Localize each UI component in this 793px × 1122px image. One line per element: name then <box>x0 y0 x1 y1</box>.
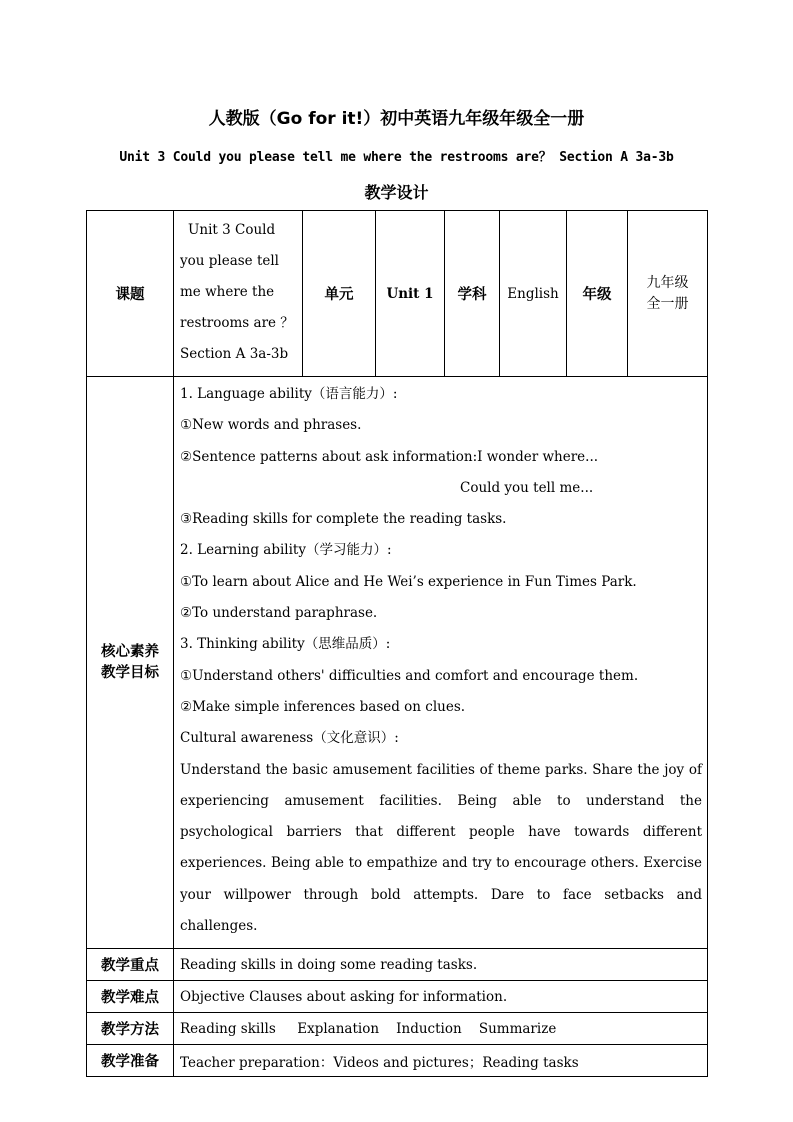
lesson-plan-table <box>86 210 708 1077</box>
goals-content <box>174 377 708 949</box>
grade-label: 年级 <box>567 211 628 377</box>
goals-label <box>87 377 174 949</box>
row-label: 教学准备 <box>87 1045 174 1077</box>
topic-value <box>174 211 303 377</box>
goal-line: ①New words and phrases. <box>180 417 362 434</box>
goals-label-line: 核心素养 <box>101 643 159 660</box>
goal-line: ②To understand paraphrase. <box>180 605 378 622</box>
goal-line: ②Sentence patterns about ask information:I wonder where... <box>180 448 599 465</box>
unit-value: Unit 1 <box>376 211 445 377</box>
grade-value-line: 九年级 <box>646 274 689 291</box>
key-points-row <box>87 949 708 981</box>
teaching-design-heading: 教学设计 <box>364 183 429 202</box>
subject-value: English <box>500 211 567 377</box>
methods-row <box>87 1013 708 1045</box>
goal-line: ①Understand others' difficulties and comfort and encourage them. <box>180 667 639 684</box>
topic-line: you please tell <box>180 253 279 269</box>
topic-line: Section A 3a-3b <box>180 346 289 362</box>
goals-label-line: 教学目标 <box>101 664 159 681</box>
topic-line: restrooms are ？ <box>180 315 294 331</box>
row-label: 教学难点 <box>87 981 174 1013</box>
topic-line: Unit 3 Could <box>188 222 276 238</box>
row-label: 教学重点 <box>87 949 174 981</box>
subject-label: 学科 <box>445 211 500 377</box>
row-value: Teacher preparation：Videos and pictures；Reading tasks <box>174 1045 708 1077</box>
preparation-row <box>87 1045 708 1077</box>
difficulties-row <box>87 981 708 1013</box>
goal-line: ①To learn about Alice and He Wei’s experience in Fun Times Park. <box>180 573 637 590</box>
row-value: Reading skills Explanation Induction Summarize <box>174 1013 708 1045</box>
goal-line: Cultural awareness（文化意识）: <box>180 730 399 747</box>
topic-line: me where the <box>180 284 275 300</box>
cultural-awareness-paragraph: Understand the basic amusement facilities of theme parks. Share the joy of experiencing amusement facilities. Being able to understand the psychological barriers that different people have towards different experiences. Being able to empathize and try to encourage others. Exercise your willpower through bold attempts. Dare to face setbacks and challenges. <box>180 761 702 935</box>
goal-line: ②Make simple inferences based on clues. <box>180 698 466 715</box>
topic-label: 课题 <box>87 211 174 377</box>
goal-line: 2. Learning ability（学习能力）: <box>180 542 392 559</box>
goals-row <box>87 377 708 949</box>
row-label: 教学方法 <box>87 1013 174 1045</box>
goal-line: 1. Language ability（语言能力）: <box>180 386 398 402</box>
document-title: 人教版（Go for it!）初中英语九年级年级全一册 <box>208 109 585 129</box>
grade-value <box>628 211 708 377</box>
grade-value-line: 全一册 <box>646 295 689 312</box>
row-value: Objective Clauses about asking for information. <box>174 981 708 1013</box>
lesson-subtitle: Unit 3 Could you please tell me where the restrooms are？ Section A 3a-3b <box>119 150 674 165</box>
goal-line: 3. Thinking ability（思维品质）: <box>180 636 391 653</box>
goal-line: Could you tell me... <box>460 479 594 496</box>
row-value: Reading skills in doing some reading tasks. <box>174 949 708 981</box>
goal-line: ③Reading skills for complete the reading tasks. <box>180 511 507 528</box>
unit-label: 单元 <box>303 211 376 377</box>
info-row <box>87 211 708 377</box>
